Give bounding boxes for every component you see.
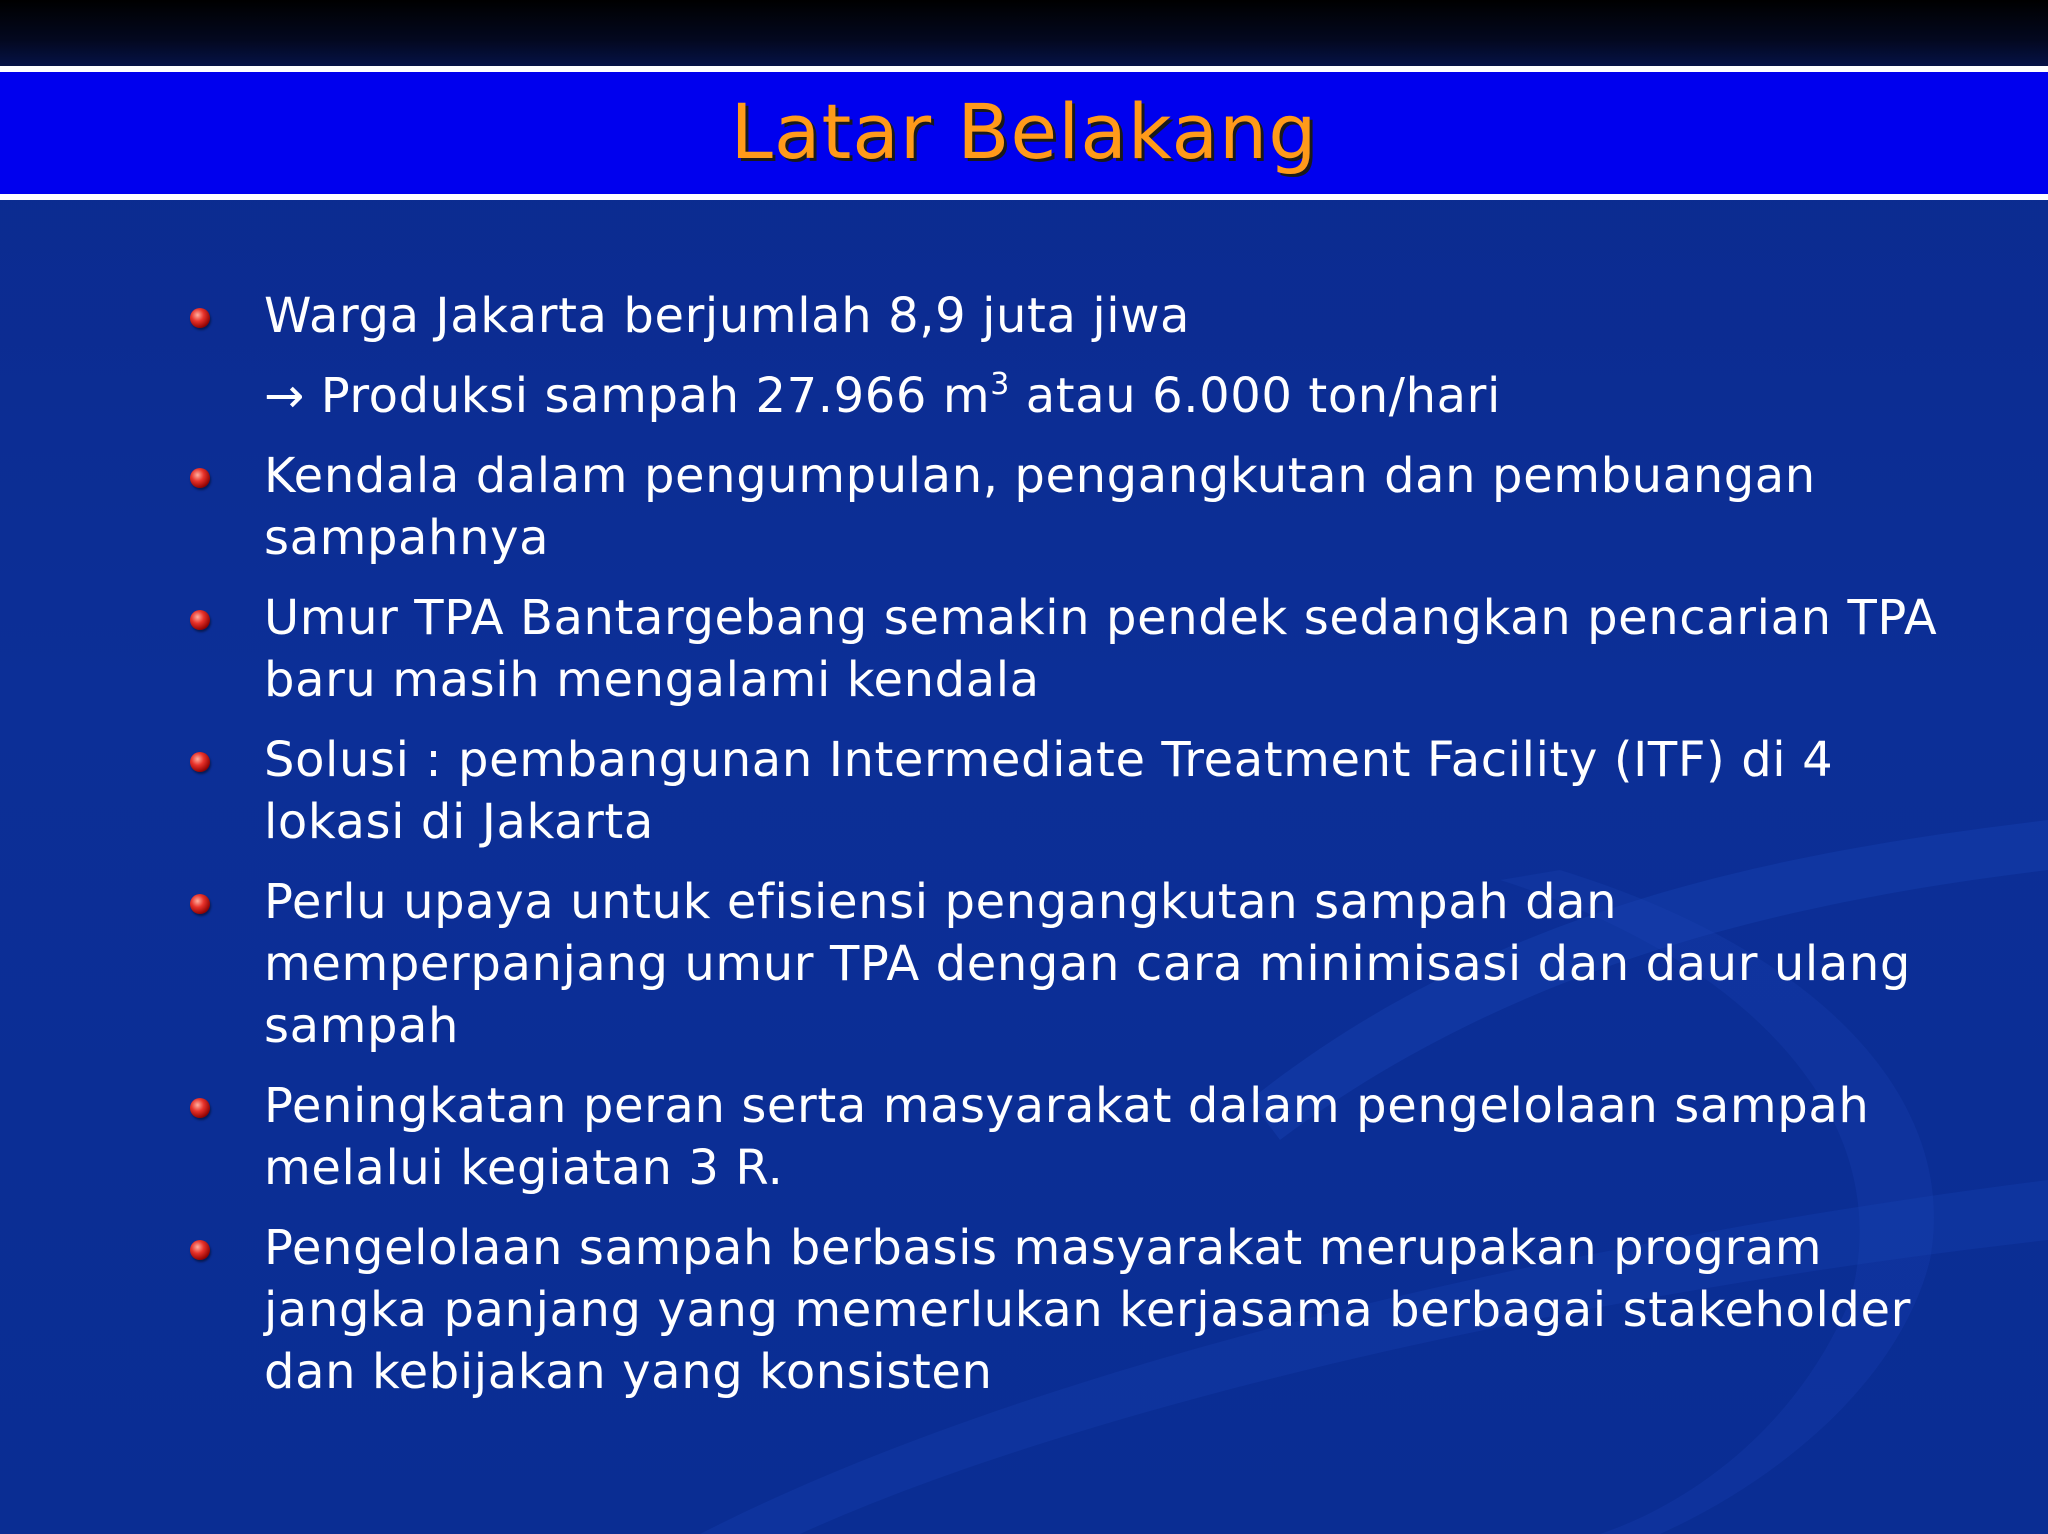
- bullet-icon: [190, 308, 210, 328]
- title-banner: [0, 66, 2048, 200]
- bullet-icon: [190, 752, 210, 772]
- bullet-item-community-role: [264, 1075, 1944, 1199]
- bullet-item-population: [264, 285, 1944, 347]
- arrow-icon: →: [264, 368, 305, 424]
- bullet-icon: [190, 1098, 210, 1118]
- sub-point-superscript: 3: [990, 367, 1010, 402]
- bullet-icon: [190, 1240, 210, 1260]
- sub-point-production: [264, 365, 1501, 427]
- top-dark-strip: [0, 0, 2048, 66]
- bullet-item-constraints: [264, 445, 1944, 569]
- bullet-item-solution: [264, 729, 1944, 853]
- bullet-item-tpa-age: [264, 587, 1944, 711]
- bullet-item-efficiency: [264, 871, 1944, 1057]
- bullet-text: Solusi : pembangunan Intermediate Treatment Facility (ITF) di 4 lokasi di Jakarta: [264, 732, 1834, 850]
- bullet-text: Warga Jakarta berjumlah 8,9 juta jiwa: [264, 288, 1191, 344]
- bullet-text: Pengelolaan sampah berbasis masyarakat merupakan program jangka panjang yang memerlukan kerjasama berbagai stakeholder dan kebijakan yang konsisten: [264, 1220, 1911, 1400]
- bullet-icon: [190, 894, 210, 914]
- bullet-text: Perlu upaya untuk efisiensi pengangkutan sampah dan memperpanjang umur TPA dengan cara minimisasi dan daur ulang sampah: [264, 874, 1911, 1054]
- bullet-icon: [190, 468, 210, 488]
- sub-point-text-after: atau 6.000 ton/hari: [1009, 368, 1501, 424]
- bullet-text: Peningkatan peran serta masyarakat dalam pengelolaan sampah melalui kegiatan 3 R.: [264, 1078, 1870, 1196]
- bullet-icon: [190, 610, 210, 630]
- bullet-text: Kendala dalam pengumpulan, pengangkutan dan pembuangan sampahnya: [264, 448, 1816, 566]
- bullet-text: Umur TPA Bantargebang semakin pendek sedangkan pencarian TPA baru masih mengalami kendala: [264, 590, 1938, 708]
- sub-point-text-before: Produksi sampah 27.966 m: [320, 368, 991, 424]
- bullet-item-community-management: [264, 1217, 1944, 1403]
- slide-title: Latar Belakang: [730, 86, 1318, 176]
